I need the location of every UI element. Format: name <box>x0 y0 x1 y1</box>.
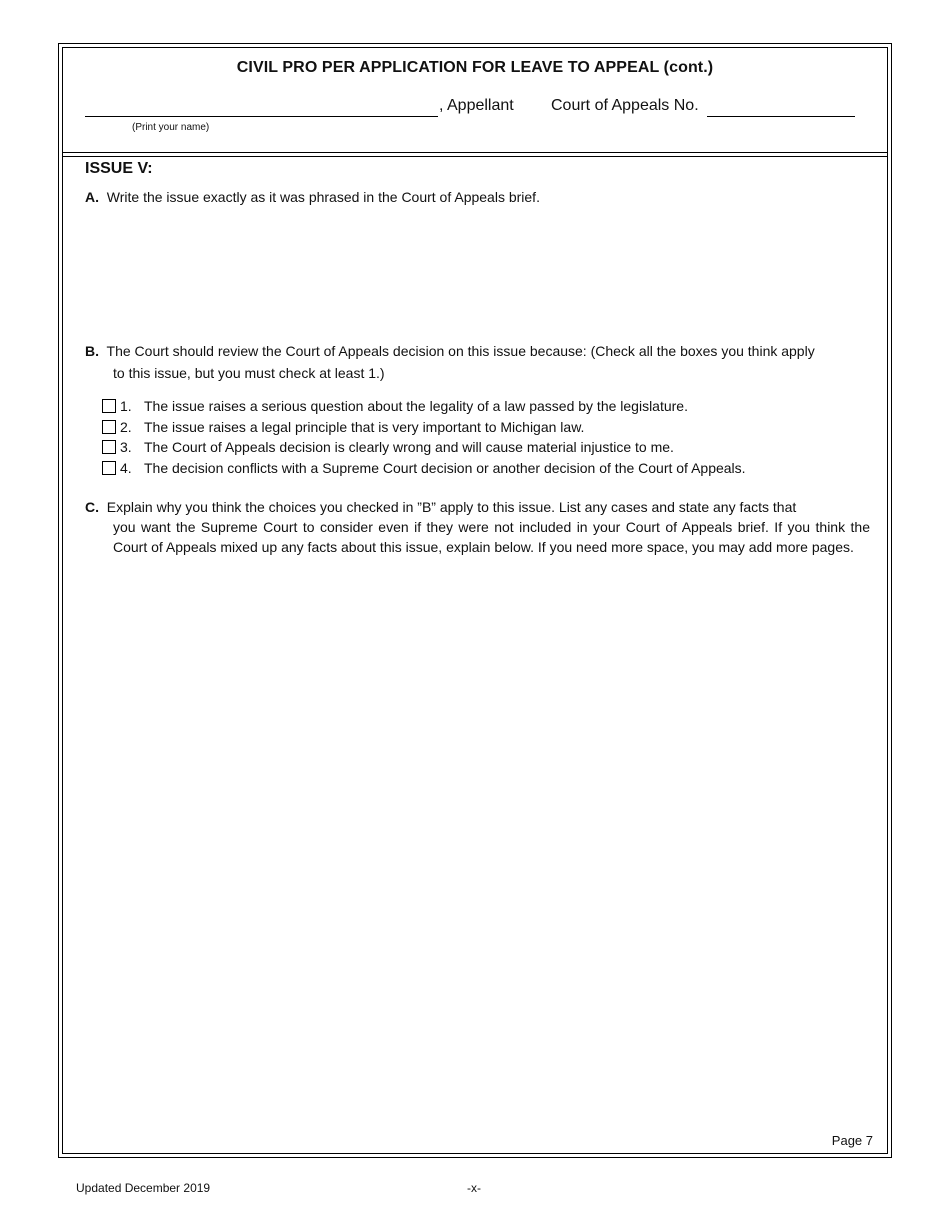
section-b-line1: The Court should review the Court of Appeals decision on this issue because: (Check all the boxes you think apply <box>106 343 815 359</box>
checklist-text: The issue raises a legal principle that is very important to Michigan law. <box>144 418 585 435</box>
issue-heading: ISSUE V: <box>85 160 153 177</box>
checklist-number: 2. <box>120 418 132 435</box>
checkbox-2[interactable] <box>102 420 116 434</box>
section-b-line2: to this issue, but you must check at least 1.) <box>113 365 385 381</box>
section-a-letter: A. <box>85 189 99 205</box>
footer-page-marker: -x- <box>467 1181 481 1195</box>
section-b-letter: B. <box>85 343 99 359</box>
section-a <box>85 187 875 207</box>
section-c-letter: C. <box>85 499 99 515</box>
print-name-hint: (Print your name) <box>132 122 210 133</box>
section-b <box>85 341 875 383</box>
checklist-item <box>102 396 746 417</box>
page-border-inner <box>62 47 888 1154</box>
footer-updated-date: Updated December 2019 <box>76 1181 211 1195</box>
section-c-line1: Explain why you think the choices you checked in ”B” apply to this issue. List any cases and state any facts that <box>106 499 797 515</box>
court-of-appeals-no-label: Court of Appeals No. <box>551 97 699 114</box>
checklist-text: The issue raises a serious question about the legality of a law passed by the legislature. <box>144 398 688 415</box>
review-reasons-checklist <box>102 396 746 478</box>
section-a-text: Write the issue exactly as it was phrased in the Court of Appeals brief. <box>106 189 540 205</box>
checklist-item <box>102 458 746 479</box>
checklist-item <box>102 417 746 438</box>
checklist-text: The decision conflicts with a Supreme Court decision or another decision of the Court of Appeals. <box>144 459 746 476</box>
checkbox-4[interactable] <box>102 461 116 475</box>
checkbox-3[interactable] <box>102 440 116 454</box>
section-c <box>85 497 870 557</box>
checklist-item <box>102 437 746 458</box>
header-divider-double <box>62 156 888 157</box>
checklist-number: 3. <box>120 439 132 456</box>
checklist-number: 1. <box>120 398 132 415</box>
checklist-text: The Court of Appeals decision is clearly wrong and will cause material injustice to me. <box>144 439 674 456</box>
appellant-label: , Appellant <box>439 97 514 114</box>
court-of-appeals-no-field[interactable] <box>707 116 855 117</box>
header-divider <box>62 152 888 153</box>
checklist-number: 4. <box>120 459 132 476</box>
page-number: Page 7 <box>831 1133 873 1148</box>
appellant-name-field[interactable] <box>85 116 438 117</box>
section-c-body: you want the Supreme Court to consider even if they were not included in your Court of Appeals brief. If you think the Court of Appeals mixed up any facts about this issue, explain below. If you need more space, you may add more pages. <box>113 519 870 555</box>
form-title: CIVIL PRO PER APPLICATION FOR LEAVE TO APPEAL (cont.) <box>236 59 714 76</box>
checkbox-1[interactable] <box>102 399 116 413</box>
